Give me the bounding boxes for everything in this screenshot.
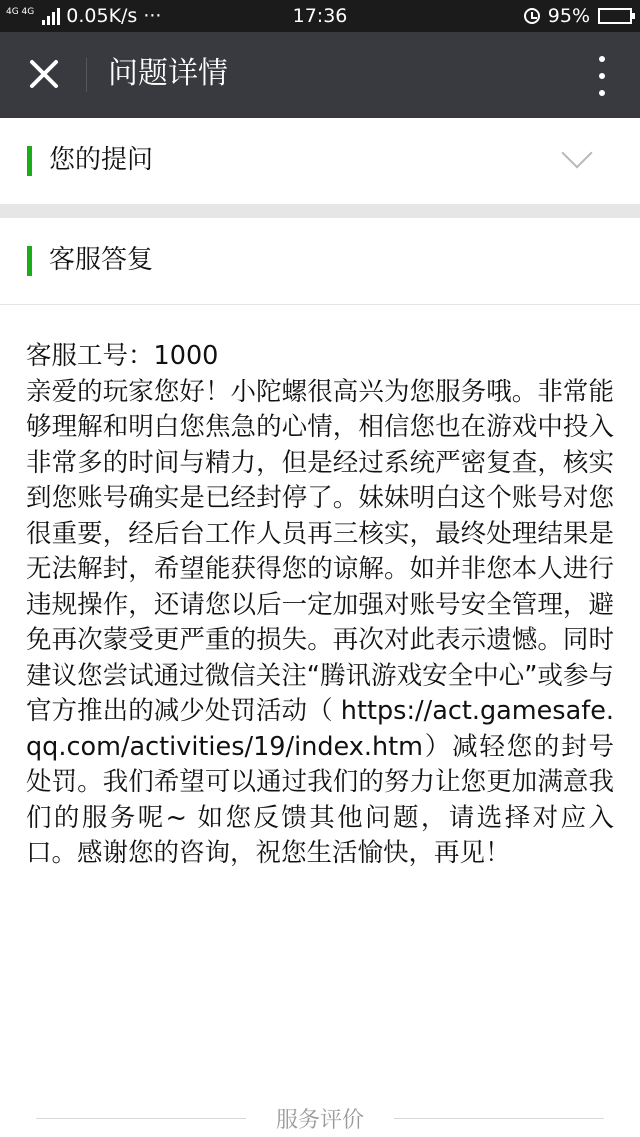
section-divider [0,204,640,218]
alarm-icon [524,8,540,24]
question-section-title: 您的提问 [49,145,154,175]
network-type-tag: 4G 4G [6,6,35,17]
reply-section-title: 客服答复 [49,245,154,275]
chevron-down-icon[interactable] [561,137,592,168]
question-section-header[interactable] [0,118,640,204]
title-divider [86,58,87,92]
battery-percent: 95% [547,5,590,27]
service-rating [0,1100,640,1136]
rating-divider-right [394,1118,604,1119]
more-options-icon[interactable] [592,56,612,96]
service-rating-link[interactable]: 服务评价 [275,1107,364,1133]
reply-section-header [0,218,640,305]
battery-icon [598,8,632,24]
reply-content [0,305,640,872]
page-title: 问题详情 [108,56,228,91]
staff-id: 客服工号：1000 [26,341,219,371]
status-right [524,5,632,27]
clock: 17:36 [292,5,348,27]
section-accent-bar [27,146,32,176]
network-speed: 0.05K/s [66,5,138,27]
close-icon[interactable] [22,52,66,96]
rating-divider-left [36,1118,246,1119]
section-accent-bar [27,246,32,276]
status-bar [0,0,640,32]
overflow-dots: ··· [143,5,162,27]
title-bar [0,32,640,118]
reply-body: 亲爱的玩家您好！小陀螺很高兴为您服务哦。非常能够理解和明白您焦急的心情，相信您也在游戏中投入非常多的时间与精力，但是经过系统严密复查，核实到您账号确实是已经封停了。妹妹明白这个账号对您很重要，经后台工作人员再三核实，最终处理结果是无法解封，希望能获得您的谅解。如并非您本人进行违规操作，还请您以后一定加强对账号安全管理，避免再次蒙受更严重的损失。再次对此表示遗憾。同时建议您尝试通过微信关注“腾讯游戏安全中心”或参与官方推出的减少处罚活动（ https://act.gamesafe.qq.com/activities/19/index.htm）减轻您的封号处罚。我们希望可以通过我们的努力让您更加满意我们的服务呢~ 如您反馈其他问题，请选择对应入口。感谢您的咨询，祝您生活愉快，再见！ [26,376,614,868]
